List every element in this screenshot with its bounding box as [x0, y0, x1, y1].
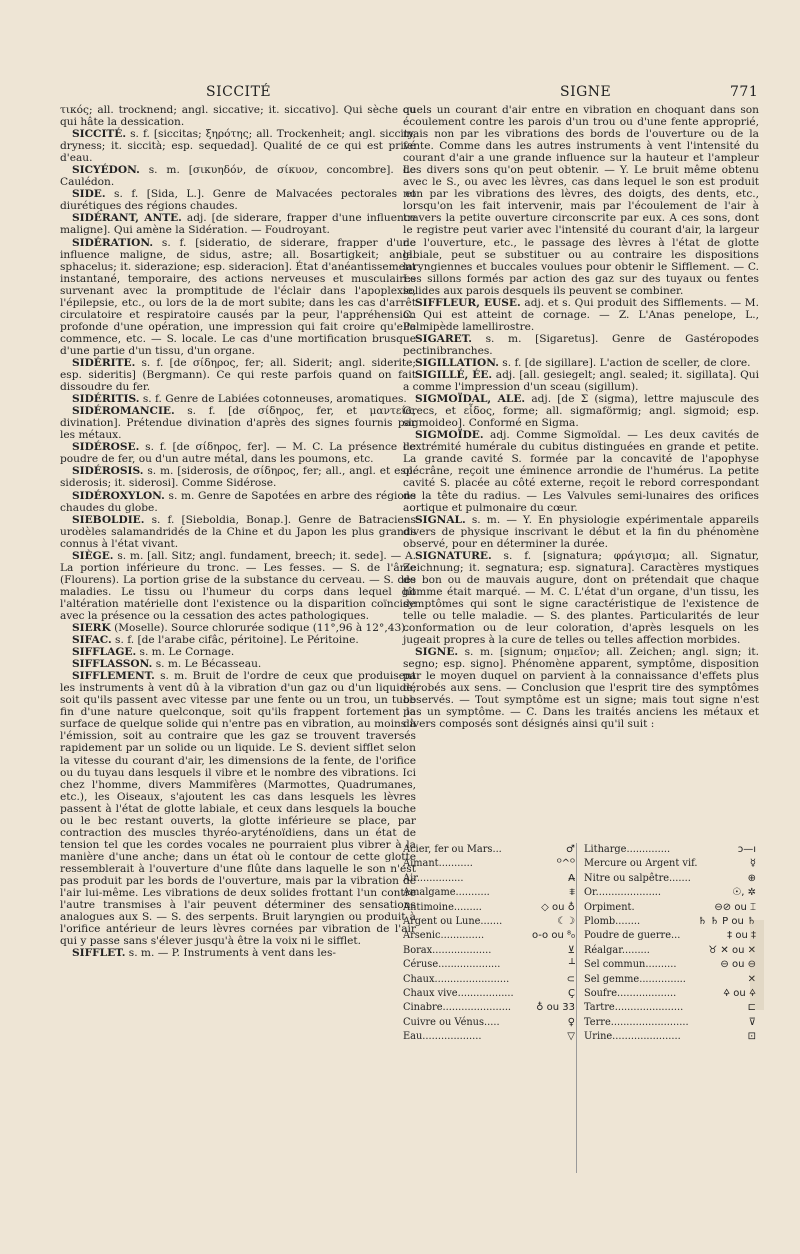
entry-text: adj. [de Σ (sigma), lettre majuscule des Grecs, et εἶδος, forme; all. sigmaförmig; angl. sigmoid; esp. sigmoideo]. Conformé en Sigma.	[403, 393, 760, 430]
alchemical-symbol-icon: ⊻	[567, 944, 575, 956]
substance-name: Orpiment.	[584, 901, 635, 913]
alchemical-symbol-icon: ♄ ♄ P ou ♄	[697, 916, 756, 928]
substance-name: Litharge..............	[584, 844, 671, 855]
substance-name: Or.....................	[584, 887, 662, 899]
entry-headword: SIFAC.	[72, 634, 112, 647]
entry-text: s. f. [Sida, L.]. Genre de Malvacées pectorales et diurétiques des régions chaudes.	[60, 188, 416, 213]
symbol-row	[584, 872, 756, 886]
symbol-row	[584, 901, 756, 915]
table-divider	[576, 843, 577, 1173]
dictionary-entry	[60, 550, 416, 622]
right-running-head: SIGNE	[560, 84, 612, 100]
alchemical-symbol-icon: Ç	[568, 988, 575, 1000]
dictionary-entry	[60, 514, 416, 550]
substance-name: Antimoine.........	[403, 901, 482, 913]
substance-name: Borax...................	[403, 944, 492, 956]
entry-text: adj. [all. gesiegelt; angl. sealed; it. sigillata]. Qui a comme l'impression d'un sceau (sigillum).	[403, 369, 759, 394]
dictionary-entry	[60, 465, 416, 489]
symbol-row	[403, 886, 575, 900]
substance-name: Argent ou Lune.......	[403, 916, 503, 928]
entry-text: s. m. — Y. En physiologie expérimentale appareils divers de physique inscrivant le début et la fin du phénomène observé, pour en déterminer la durée.	[403, 513, 759, 550]
dictionary-entry	[60, 188, 416, 212]
entry-headword: SIGNE.	[415, 646, 459, 659]
entry-headword: SIERK	[72, 622, 111, 635]
alchemical-symbol-icon: ‡ ou ‡	[727, 930, 756, 942]
substance-name: Soufre...................	[584, 988, 677, 1000]
entry-text: s. m. Le Bécasseau.	[155, 658, 262, 671]
substance-name: Cuivre ou Vénus.....	[403, 1016, 500, 1028]
entry-headword: SIDÉRATION.	[72, 236, 154, 249]
alchemical-symbol-icon: ☾☽	[557, 916, 575, 928]
entry-text: s. m. Bruit de l'ordre de ceux que produisent les instruments à vent dû à la vibration d'un gaz ou d'un liquide, soit qu'ils passent avec vitesse par une fente ou un trou, un tube fin d'une nature quelconque, soit qu'ils frappent fortement la surface de quelque solide qui n'entre pas en vibration, au moins à l'émission, soit au contraire que les gaz se trouvent traversés rapidement par un solide ou un liquide. Le S. devient sifflet selon la vitesse du courant d'air, les dimensions de la fente, de l'orifice ou du tuyau dans lesquels il vibre et le nombre des vibrations. Ici chez l'homme, divers Mammifères (Marmottes, Quadrumanes, etc.), les Oiseaux, s'ajoutent les cas dans lesquels les lèvres passent à l'état de glotte labiale, et ceux dans lesquels la bouche ou le bec restant ouverts, la glotte inférieure se place, par contraction des muscles thyréo-aryténoïdiens, dans un état de tension tel que les cordes vocales ne pourraient plus vibrer à la manière d'une anche; dans un état où le contour de cette glotte ressemblerait à l'ouverture d'une flûte dans laquelle le son n'est pas produit par les bords de l'ouverture, mais par la vibration de l'air lui-même. Les vibrations de deux solides frottant l'un contre l'autre transmises à l'air peuvent déterminer des sensations analogues aux S. — S. des serpents. Bruit laryngien ou produit à l'orifice antérieur de leurs lèvres cornées par vibration de l'air qui y passe sans s'élever jusqu'à être la voix ni le sifflet.	[60, 670, 416, 948]
entry-text: s. f. [signatura; φράγισμα; all. Signatur, Zeichnung; it. segnatura; esp. signatura]. Caractères mystiques de bon ou de mauvais augure, dont on prétendait que chaque homme était marqué. — M. C. L'état d'un organe, d'un tissu, les symptômes qui sont le signe caractéristique de l'existence de telle ou telle maladie. — S. des plantes. Particularités de leur conformation ou de leur coloration, d'après lesquels on les jugeait propres à la cure de telles ou telles affection morbides.	[403, 549, 759, 647]
substance-name: Mercure ou Argent vif.	[584, 858, 698, 870]
entry-text: s. f. Genre de Labiées cotonneuses, aromatiques.	[142, 393, 407, 406]
symbol-row	[584, 1030, 756, 1044]
symbol-row	[403, 915, 575, 929]
alchemical-symbol-icon: ⊖ ou ⊖	[720, 959, 756, 971]
symbol-row	[403, 958, 575, 972]
dictionary-entry	[403, 514, 759, 550]
substance-name: Cinabre......................	[403, 1002, 512, 1014]
entry-headword: SIGNAL.	[415, 513, 466, 526]
entry-text: s. f. [Sieboldia, Bonap.]. Genre de Batraciens urodèles salamandridés de la Chine et du Japon les plus grands connus à l'état vivant.	[60, 513, 416, 550]
right-column	[403, 104, 759, 730]
entry-text: adj. [de siderare, frapper d'une influence maligne]. Qui amène la Sidération. — Foudroyant.	[60, 212, 416, 237]
entry-text: s. m. [all. Sitz; angl. fundament, breech; it. sede]. — A. La portion inférieure du tronc. — Les fesses. — S. de l'âme (Flourens). La portion grise de la substance du cerveau. — S. des maladies. Le tissu ou l'humeur du corps dans lequel gît l'altération matérielle dont l'existence ou la disparition coïncide avec la présence ou la cessation des actes pathologiques.	[60, 549, 416, 622]
symbol-row	[584, 1001, 756, 1015]
entry-text: s. m. Genre de Sapotées en arbre des régions chaudes du globe.	[60, 489, 417, 514]
dictionary-entry	[60, 441, 416, 465]
substance-name: Urine......................	[584, 1031, 681, 1043]
symbol-row	[584, 857, 756, 871]
dictionary-entry	[403, 550, 759, 646]
entry-text: s. m. [signum; σημεῖον; all. Zeichen; angl. sign; it. segno; esp. signo]. Phénomène apparent, symptôme, disposition par le moyen duquel on parvient à la connaissance d'effets plus dérobés aux sens. — Conclusion que l'esprit tire des symptômes observés. — Tout symptôme est un signe; mais tout signe n'est pas un symptôme. — C. Dans les traités anciens les métaux et divers composés sont désignés ainsi qu'il suit :	[403, 646, 759, 731]
symbol-row	[584, 915, 756, 929]
entry-headword: SIFFLASSON.	[72, 658, 153, 671]
dictionary-entry	[403, 333, 759, 357]
dictionary-entry	[60, 104, 416, 128]
alchemical-symbol-icon: ◇ ou ♁	[541, 901, 575, 913]
entry-text: s. f. [de σίδηρος, fer]. — M. C. La présence de poudre de fer, ou d'un autre métal, dans les poumons, etc.	[60, 441, 416, 466]
dictionary-entry	[60, 622, 416, 634]
entry-text: (Moselle). Source chlorurée sodique (11°,96 à 12°,43).	[114, 622, 409, 635]
symbol-row	[584, 987, 756, 1001]
dictionary-entry	[60, 490, 416, 514]
entry-text: s. f. [de σίδηρος, fer, et μαντεία, divination]. Prétendue divination d'après des signes fournis par les métaux.	[60, 405, 416, 442]
symbol-row	[403, 1016, 575, 1030]
substance-name: Chaux........................	[403, 973, 510, 985]
symbol-row	[584, 886, 756, 900]
alchemical-symbol-icon: ♉ ✕ ou ✕	[708, 944, 756, 956]
entry-text: s. f. [de sigillare]. L'action de sceller, de clore.	[502, 356, 751, 369]
alchemical-symbol-icon: ⩨	[569, 887, 575, 899]
alchemical-symbol-icon: ♁ ou 33	[536, 1002, 575, 1014]
dictionary-entry	[60, 634, 416, 646]
substance-name: Plomb........	[584, 916, 641, 928]
substance-name: Céruse....................	[403, 959, 501, 971]
dictionary-entry	[403, 393, 759, 429]
entry-text: s. m. Le Cornage.	[139, 646, 235, 659]
entry-text: s. f. [de l'arabe cifâc, péritoine]. Le Péritoine.	[115, 634, 359, 647]
dictionary-entry	[60, 947, 416, 959]
entry-headword: SIEBOLDIE.	[72, 513, 145, 526]
left-column	[60, 104, 416, 959]
substance-name: Tartre......................	[584, 1002, 684, 1014]
dictionary-entry	[60, 237, 416, 357]
alchemical-symbol-icon: ▽	[567, 1031, 575, 1043]
alchemical-symbol-icon: o-o ou ⁸₀	[531, 930, 575, 942]
alchemical-symbol-icon: ⊖⊘ ou ⌶	[714, 901, 756, 913]
dictionary-entry	[60, 405, 416, 441]
symbol-row	[584, 944, 756, 958]
dictionary-entry	[60, 670, 416, 947]
entry-headword: SIDÉRITE.	[72, 356, 136, 369]
entry-headword: SIGILLÉ, ÉE.	[415, 369, 493, 382]
symbol-row	[403, 929, 575, 943]
symbol-row	[403, 843, 575, 857]
symbol-row	[403, 1001, 575, 1015]
symbol-row	[403, 1030, 575, 1044]
alchemical-symbol-icon: ⊽	[748, 1016, 756, 1028]
substance-name: Chaux vive..................	[403, 988, 514, 1000]
substance-name: Acier, fer ou Mars...	[403, 844, 502, 855]
entry-text: s. m. [Sigaretus]. Genre de Gastéropodes pectinibranches.	[403, 332, 759, 357]
entry-text: quels un courant d'air entre en vibration en choquant dans son écoulement contre les parois d'un trou ou d'une fente approprié, mais non par les vibrations des bords de l'ouverture ou de la fente. Comme dans les autres instruments à vent l'intensité du courant d'air a une grande influence sur la hauteur et l'ampleur des divers sons qu'on peut obtenir. — Y. Le bruit même obtenu avec le S., ou avec les lèvres, cas dans lequel le son est produit non par les vibrations des lèvres, des doigts, des dents, etc., lorsqu'on les fait intervenir, mais par l'écoulement de l'air à travers la petite ouverture circonscrite par eux. A ces sons, dont le registre peut varier avec l'intensité du courant d'air, la largeur de l'ouverture, etc., le passage des lèvres à l'état de glotte labiale, peut se substituer ou au contraire les dispositions laryngiennes et buccales voulues pour obtenir le Sifflement. — C. Les sillons formés par action des gaz sur des tuyaux ou fentes solides aux parois desquels ils peuvent se combiner.	[403, 104, 759, 297]
symbol-row	[584, 929, 756, 943]
entry-headword: SIDÉRITIS.	[72, 393, 140, 406]
entry-text: adj. Comme Sigmoïdal. — Les deux cavités de l'extrémité humérale du cubitus distinguées en grande et petite. La grande cavité S. formée par la concavité de l'apophyse olécrâne, reçoit une éminence arrondie de l'humérus. La petite cavité S. placée au côté externe, reçoit le rebord correspondant de la tête du radius. — Les Valvules semi-lunaires des orifices aortique et pulmonaire du cœur.	[403, 429, 759, 514]
dictionary-entry	[60, 646, 416, 658]
dictionary-entry	[60, 164, 416, 188]
entry-headword: SICYÉDON.	[72, 164, 140, 177]
substance-name: Arsenic..............	[403, 930, 485, 942]
entry-headword: SIDÉROXYLON.	[72, 489, 165, 502]
entry-text: s. m. [σικυηδόν, de σίκυον, concombre]. Le Caulédon.	[60, 164, 416, 189]
symbol-row	[403, 973, 575, 987]
entry-headword: SIFFLET.	[72, 947, 126, 960]
symbol-row	[403, 987, 575, 1001]
alchemical-symbol-icon: ↄ—ı	[737, 844, 756, 855]
entry-headword: SIGMOÏDE.	[415, 429, 484, 442]
entry-headword: SIÈGE.	[72, 549, 114, 562]
alchemical-symbol-icon: A̶	[568, 872, 575, 884]
entry-headword: SIGARET.	[415, 332, 472, 345]
dictionary-entry	[403, 297, 759, 333]
entry-text: s. m. [siderosis, de σίδηρος, fer; all., angl. et esp. siderosis; it. siderosi]. Comme Sidérose.	[60, 465, 416, 490]
alchemical-symbol-icon: ┴	[568, 959, 575, 971]
alchemical-symbol-icon: ✕	[747, 973, 756, 985]
entry-headword: SICCITÉ.	[72, 128, 127, 141]
entry-text: τικός; all. trocknend; angl. siccative; it. siccativo]. Qui sèche ou qui hâte la dessication.	[60, 104, 416, 129]
symbol-row	[403, 901, 575, 915]
dictionary-entry	[403, 104, 759, 297]
alchemical-symbol-icon: ⊏	[747, 1002, 756, 1014]
dictionary-entry	[60, 658, 416, 670]
symbol-table-right	[584, 843, 756, 1045]
symbol-row	[403, 872, 575, 886]
substance-name: Sel gemme...............	[584, 973, 686, 985]
substance-name: Amalgame...........	[403, 887, 490, 899]
symbol-row	[403, 944, 575, 958]
symbol-row	[584, 958, 756, 972]
entry-text: adj. et s. Qui produit des Sifflements. — M. C. Qui est atteint de cornage. — Z. L'Anas penelope, L., Palmipède lamellirostre.	[403, 296, 759, 333]
substance-name: Sel commun..........	[584, 959, 677, 971]
dictionary-entry	[60, 393, 416, 405]
alchemical-symbol-icon: ♂	[566, 844, 575, 855]
entry-headword: SIDÉROSIS.	[72, 465, 144, 478]
substance-name: Réalgar.........	[584, 944, 650, 956]
page-stain	[750, 920, 764, 1010]
entry-headword: SIFFLAGE.	[72, 646, 137, 659]
alchemical-symbol-icon: ☉, ✲	[732, 887, 756, 899]
substance-name: Air...............	[403, 872, 464, 884]
entry-headword: SIGNATURE.	[415, 549, 492, 562]
symbol-table-left	[403, 843, 575, 1045]
dictionary-entry	[403, 357, 759, 369]
entry-text: s. f. [sideratio, de siderare, frapper d'une influence maligne, de sidus, astre; all. Bosartigkeit; angl. sphacelus; it. siderazione; esp. sideracion]. État d'anéantissement instantané, temporaire, des actions nerveuses et musculaires survenant avec la promptitude de l'éclair dans l'apoplexie, l'épilepsie, etc., ou lors de la de mort subite; dans les cas d'arrêt circulatoire et respiratoire causés par la peur, l'appréhension profonde d'une opération, une impression qui fait croire qu'elle commence, etc. — S. locale. Le cas d'une mortification brusque d'une partie d'un tissu, d'un organe.	[60, 236, 417, 357]
alchemical-symbol-icon: ⊕	[747, 872, 756, 884]
entry-headword: SIGILLATION.	[415, 356, 499, 369]
dictionary-entry	[60, 212, 416, 236]
entry-headword: SIDE.	[72, 188, 106, 201]
symbol-row	[584, 1016, 756, 1030]
substance-name: Eau...................	[403, 1031, 482, 1043]
page-number: 771	[730, 84, 759, 100]
dictionary-entry	[60, 128, 416, 164]
entry-text: s. f. [siccitas; ξηρότης; all. Trockenheit; angl. siccity, dryness; it. siccità; esp. sequedad]. Qualité de ce qui est privé d'eau.	[60, 128, 416, 165]
entry-headword: SIGMOÏDAL, ALE.	[415, 393, 526, 406]
entry-headword: SIFFLEUR, EUSE.	[415, 296, 521, 309]
symbol-row	[584, 843, 756, 857]
entry-text: s. m. — P. Instruments à vent dans les-	[128, 947, 336, 960]
left-running-head: SICCITÉ	[206, 84, 272, 100]
entry-text: s. f. [de σίδηρος, fer; all. Siderit; angl. siderite; esp. sideritis] (Bergmann). Ce qui reste parfois quand on fait dissoudre du fer.	[60, 356, 416, 394]
alchemical-symbol-icon: ⊂	[566, 973, 575, 985]
dictionary-entry	[403, 429, 759, 513]
substance-name: Poudre de guerre...	[584, 930, 681, 942]
alchemical-symbol-icon: ⊡	[747, 1031, 756, 1043]
substance-name: Aimant...........	[403, 858, 473, 870]
alchemical-symbol-icon: ᴼ^ᴼ	[556, 858, 575, 870]
symbol-row	[403, 857, 575, 871]
dictionary-entry	[403, 369, 759, 393]
alchemical-symbol-icon: 🜍 ou 🜍	[723, 988, 756, 1000]
entry-headword: SIFFLEMENT.	[72, 670, 155, 683]
alchemical-symbol-icon: ☿	[749, 858, 756, 870]
entry-headword: SIDÉROMANCIE.	[72, 405, 175, 418]
substance-name: Nitre ou salpêtre.......	[584, 872, 691, 884]
substance-name: Terre.........................	[584, 1016, 689, 1028]
entry-headword: SIDÉRANT, ANTE.	[72, 212, 182, 225]
symbol-row	[584, 973, 756, 987]
entry-headword: SIDÉROSE.	[72, 441, 140, 454]
dictionary-entry	[60, 357, 416, 393]
dictionary-entry	[403, 646, 759, 730]
alchemical-symbol-icon: ♀	[567, 1016, 575, 1028]
